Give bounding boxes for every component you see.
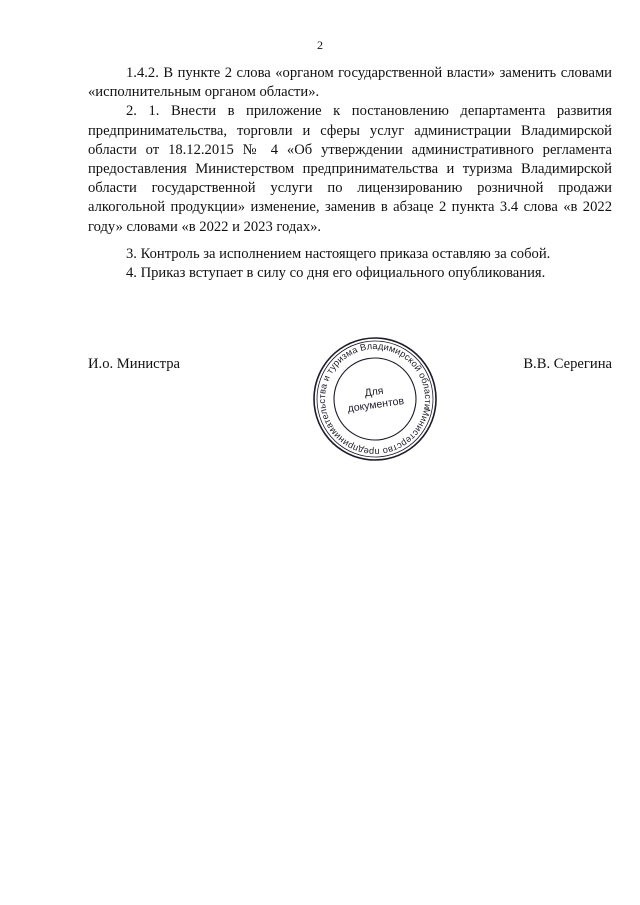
document-body [88,64,612,283]
paragraph-4: 4. Приказ вступает в силу со дня его официального опубликования. [126,265,546,282]
signer-title: И.о. Министра [88,356,180,372]
stamp-ring-text: Министерство предпринимательства и туризма Владимирской области [316,340,434,458]
official-seal-stamp [310,334,440,464]
paragraph-3: 3. Контроль за исполнением настоящего приказа оставляю за собой. [126,245,551,262]
signer-name: В.В. Серегина [523,356,612,372]
stamp-center-line-1: Для [363,384,385,400]
stamp-center-line-2: документов [346,395,405,415]
paragraph-2-1: 2. 1. Внести в приложение к постановлению департамента развития предпринимательства, торговли и сферы услуг администрации Владимирской области от 18.12.2015 № 4 «Об утверждении административного регламента предоставления Министерством предпринимательства и туризма Владимирской области государственной услуги по лицензированию розничной продажи алкогольной продукции» изменение, заменив в абзаце 2 пункта 3.4 слова «в 2022 году» словами «в 2022 и 2023 годах». [88,103,612,235]
signature-block [88,334,612,464]
page-number: 2 [317,38,323,52]
paragraph-1-4-2: 1.4.2. В пункте 2 слова «органом государственной власти» заменить словами «исполнительным органом области». [88,65,612,101]
